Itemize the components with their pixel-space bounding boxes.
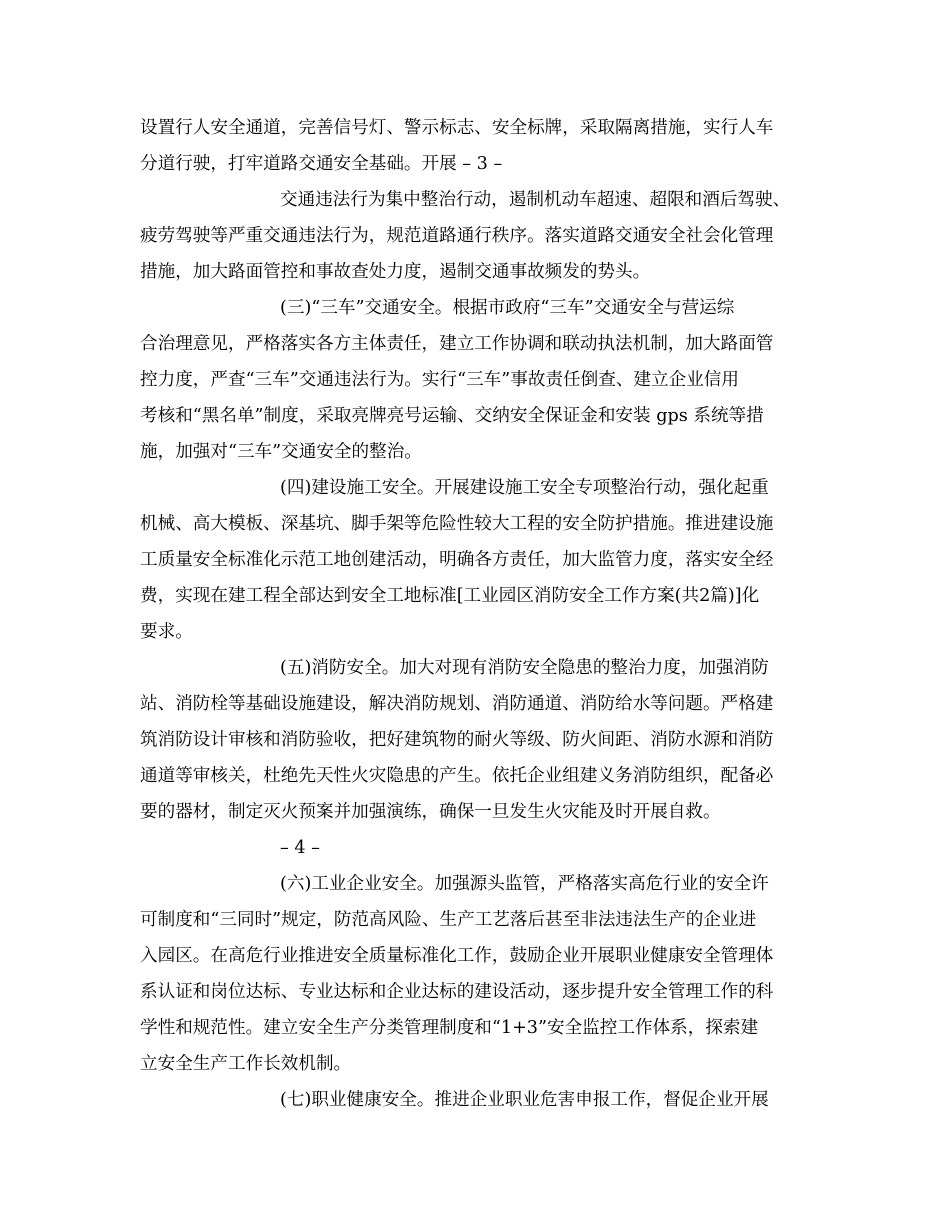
section-heading-7: (七)职业健康安全。推进企业职业危害申报工作，督促企业开展	[280, 1090, 769, 1110]
text-line: 费，实现在建工程全部达到安全工地标准[工业园区消防安全工作方案(共2篇)]化	[140, 586, 760, 606]
text-line: 学性和规范性。建立安全生产分类管理制度和“1+3”安全监控工作体系，探索建	[140, 1018, 759, 1038]
text-line: 分道行驶，打牢道路交通安全基础。开展 – 3 –	[140, 154, 503, 174]
text-line: 疲劳驾驶等严重交通违法行为，规范道路通行秩序。落实道路交通安全社会化管理	[140, 226, 774, 246]
text-line: 工质量安全标准化示范工地创建活动，明确各方责任，加大监管力度，落实安全经	[140, 550, 774, 570]
text-line: 立安全生产工作长效机制。	[140, 1054, 352, 1074]
text-line: 考核和“黑名单”制度，采取亮牌亮号运输、交纳安全保证金和安装 gps 系统等措	[140, 406, 764, 426]
text-line: 通道等审核关，杜绝先天性火灾隐患的产生。依托企业组建义务消防组织，配备必	[140, 766, 774, 786]
text-line: 控力度，严查“三车”交通违法行为。实行“三车”事故责任倒查、建立企业信用	[140, 370, 739, 390]
text-line: 合治理意见，严格落实各方主体责任，建立工作协调和联动执法机制，加大路面管	[140, 334, 774, 354]
text-line: 要求。	[140, 622, 193, 642]
text-line: 交通违法行为集中整治行动，遏制机动车超速、超限和酒后驾驶、	[280, 190, 791, 210]
section-heading-5: (五)消防安全。加大对现有消防安全隐患的整治力度，加强消防	[280, 658, 769, 678]
text-line: 措施，加大路面管控和事故查处力度，遏制交通事故频发的势头。	[140, 262, 651, 282]
section-heading-4: (四)建设施工安全。开展建设施工安全专项整治行动，强化起重	[280, 478, 769, 498]
text-line: 要的器材，制定灭火预案并加强演练，确保一旦发生火灾能及时开展自救。	[140, 802, 721, 822]
text-line: 入园区。在高危行业推进安全质量标准化工作，鼓励企业开展职业健康安全管理体	[140, 946, 774, 966]
page-number: – 4 –	[280, 838, 320, 858]
text-line: 可制度和“三同时”规定，防范高风险、生产工艺落后甚至非法违法生产的企业进	[140, 910, 757, 930]
text-line: 站、消防栓等基础设施建设，解决消防规划、消防通道、消防给水等问题。严格建	[140, 694, 774, 714]
section-heading-6: (六)工业企业安全。加强源头监管，严格落实高危行业的安全许	[280, 874, 769, 894]
text-line: 设置行人安全通道，完善信号灯、警示标志、安全标牌，采取隔离措施，实行人车	[140, 118, 774, 138]
text-line: 系认证和岗位达标、专业达标和企业达标的建设活动，逐步提升安全管理工作的科	[140, 982, 774, 1002]
section-heading-3: (三)“三车”交通安全。根据市政府“三车”交通安全与营运综	[280, 298, 735, 318]
text-line: 施，加强对“三车”交通安全的整治。	[140, 442, 422, 462]
text-line: 筑消防设计审核和消防验收，把好建筑物的耐火等级、防火间距、消防水源和消防	[140, 730, 774, 750]
text-line: 机械、高大模板、深基坑、脚手架等危险性较大工程的安全防护措施。推进建设施	[140, 514, 774, 534]
